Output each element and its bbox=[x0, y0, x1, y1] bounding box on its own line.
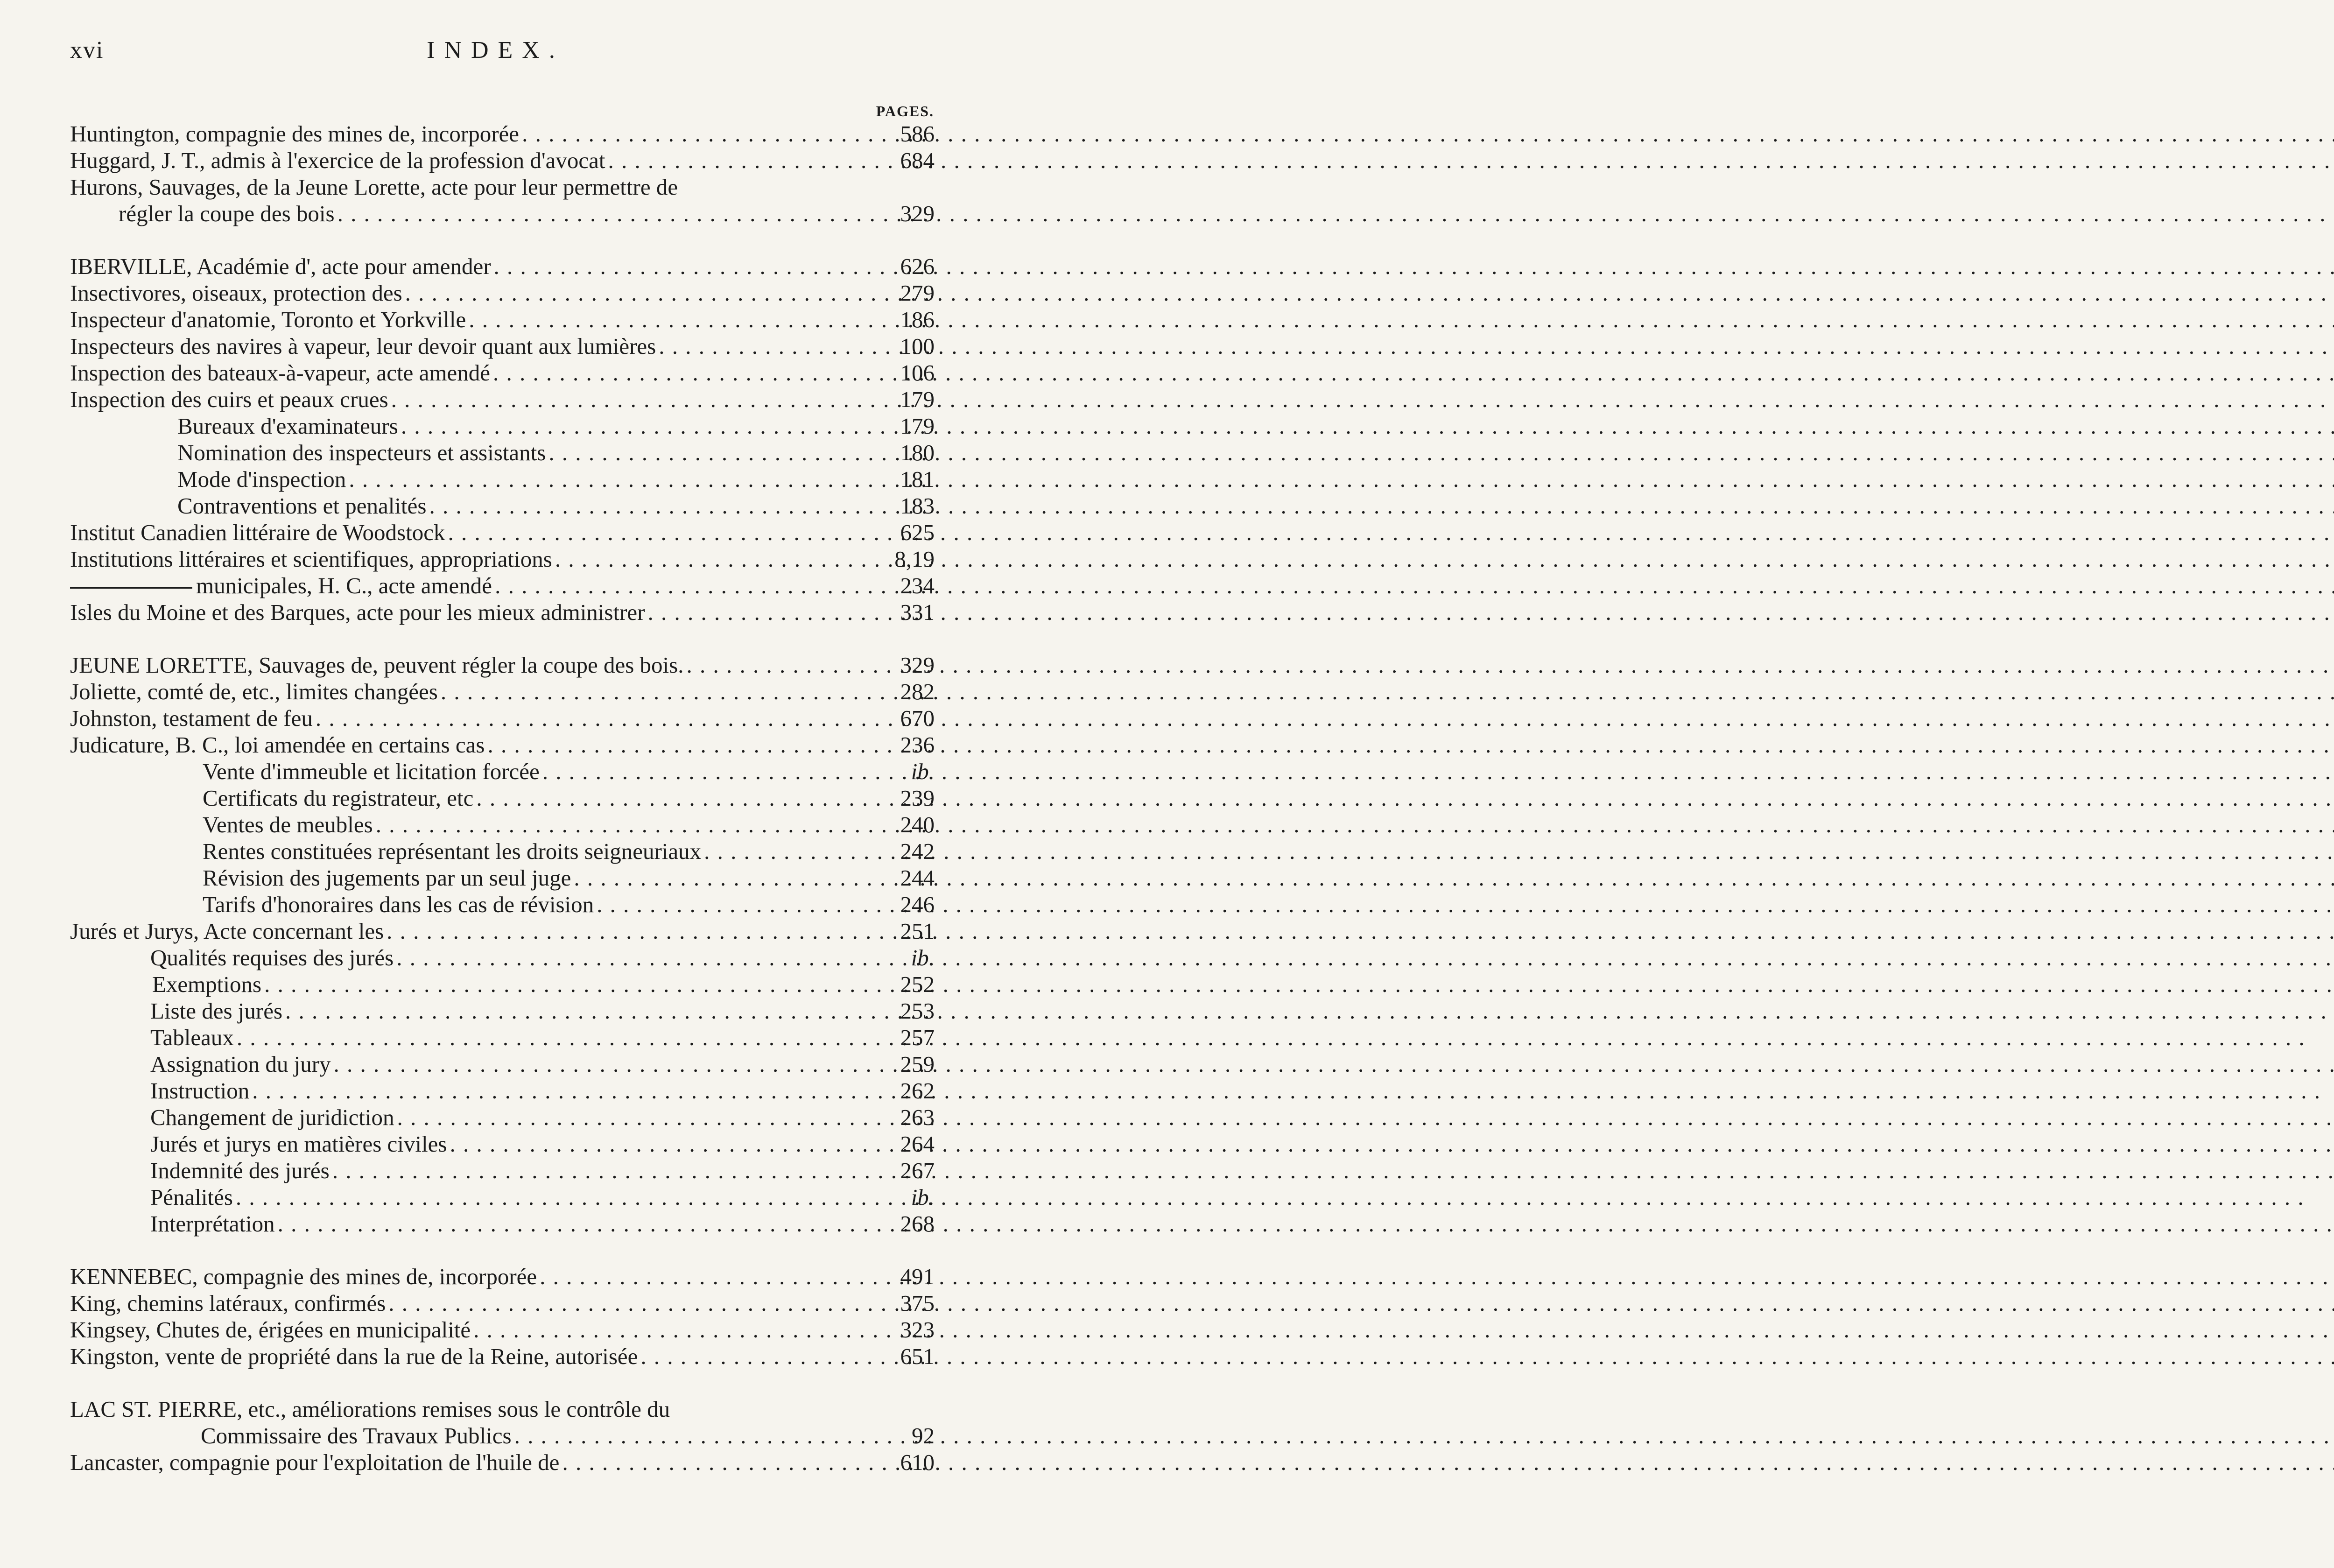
index-entry-ditto bbox=[70, 572, 935, 599]
entry-text: Révision des jugements par un seul juge bbox=[203, 865, 571, 891]
entry-text: Lancaster, compagnie pour l'exploitation de l'huile de bbox=[70, 1449, 560, 1475]
dot-leader bbox=[574, 865, 872, 891]
entry-text: Kingsey, Chutes de, érigées en municipalité bbox=[70, 1317, 471, 1343]
entry-text: Inspecteurs des navires à vapeur, leur devoir quant aux lumières bbox=[70, 333, 656, 359]
dot-leader bbox=[450, 1131, 872, 1157]
entry-text: Huntington, compagnie des mines de, incorporée bbox=[70, 121, 520, 147]
entry-page: 625 bbox=[900, 520, 935, 545]
entry-page: 263 bbox=[900, 1104, 935, 1130]
dot-leader bbox=[401, 413, 872, 439]
index-entry bbox=[70, 386, 935, 413]
index-entry bbox=[70, 253, 935, 280]
entry-page: 180 bbox=[900, 440, 935, 465]
index-subentry bbox=[70, 1184, 935, 1210]
entry-text: Hurons, Sauvages, de la Jeune Lorette, acte pour leur permettre de bbox=[70, 174, 678, 200]
entry-page: 610 bbox=[900, 1449, 935, 1475]
entry-text: Pénalités bbox=[150, 1184, 233, 1210]
index-entry bbox=[70, 120, 935, 147]
dot-leader bbox=[704, 838, 872, 865]
index-subentry bbox=[70, 971, 935, 998]
index-subentry bbox=[70, 785, 935, 811]
entry-text: Johnston, testament de feu bbox=[70, 705, 313, 731]
entry-text: Bureaux d'examinateurs bbox=[177, 413, 398, 439]
entry-page: 179 bbox=[900, 387, 935, 412]
index-entry bbox=[70, 1343, 935, 1370]
entry-text: Contraventions et penalités bbox=[177, 493, 427, 519]
dot-leader bbox=[337, 200, 872, 227]
index-entry bbox=[70, 147, 935, 174]
entry-text: Commissaire des Travaux Publics bbox=[201, 1423, 512, 1448]
index-subentry bbox=[70, 811, 935, 838]
entry-text: Joliette, comté de, etc., limites changées bbox=[70, 679, 438, 704]
entry-text: Isles du Moine et des Barques, acte pour les mieux administrer bbox=[70, 599, 645, 625]
pages-column-label: PAGES. bbox=[876, 103, 934, 120]
index-entry bbox=[70, 1263, 935, 1290]
entry-text-continued: municipales, H. C., acte amendé bbox=[196, 573, 492, 598]
entry-page: 323 bbox=[900, 1317, 935, 1343]
entry-text: Changement de juridiction bbox=[150, 1104, 394, 1130]
index-section-l bbox=[70, 1396, 935, 1476]
dot-leader bbox=[396, 944, 872, 971]
index-entry bbox=[70, 333, 935, 359]
entry-page: 236 bbox=[900, 732, 935, 758]
index-entry bbox=[70, 280, 935, 306]
dot-leader bbox=[469, 306, 872, 333]
entry-text: Huggard, J. T., admis à l'exercice de la profession d'avocat bbox=[70, 148, 605, 173]
entry-text: Liste des jurés bbox=[150, 998, 283, 1024]
entry-page: 684 bbox=[900, 148, 935, 173]
index-subentry bbox=[70, 838, 935, 865]
entry-page: 586 bbox=[900, 121, 935, 147]
entry-page: ib. bbox=[911, 1184, 935, 1210]
index-subentry bbox=[70, 998, 935, 1024]
index-subentry bbox=[70, 1051, 935, 1077]
entry-text: Instruction bbox=[150, 1078, 250, 1104]
index-subentry bbox=[70, 891, 935, 918]
entry-text: Inspection des bateaux-à-vapeur, acte amendé bbox=[70, 360, 490, 386]
entry-page: 239 bbox=[900, 785, 935, 811]
entry-page: 329 bbox=[900, 652, 935, 678]
index-section-i bbox=[70, 253, 935, 626]
entry-text: Mode d'inspection bbox=[177, 466, 346, 492]
dot-leader bbox=[540, 1263, 872, 1290]
entry-text: Kingston, vente de propriété dans la rue de la Reine, autorisée bbox=[70, 1343, 638, 1369]
entry-text: Tableaux bbox=[150, 1025, 234, 1050]
entry-page: 92 bbox=[912, 1423, 935, 1448]
entry-page: 329 bbox=[900, 201, 935, 226]
entry-page: 626 bbox=[900, 253, 935, 279]
dot-leader bbox=[264, 971, 872, 998]
entry-page: 375 bbox=[900, 1290, 935, 1316]
entry-page: 491 bbox=[900, 1264, 935, 1289]
entry-text: Institutions littéraires et scientifiques, appropriations bbox=[70, 546, 552, 572]
index-entry-continuation bbox=[70, 200, 935, 227]
index-entry bbox=[70, 359, 935, 386]
index-entry bbox=[70, 705, 935, 731]
index-subentry bbox=[70, 944, 935, 971]
dot-leader bbox=[562, 1449, 872, 1476]
dot-leader bbox=[473, 1316, 872, 1343]
page-title: INDEX. bbox=[427, 37, 564, 63]
dot-leader bbox=[397, 1104, 872, 1131]
dot-leader bbox=[493, 359, 872, 386]
index-page bbox=[0, 0, 991, 1568]
entry-text: Nomination des inspecteurs et assistants bbox=[177, 440, 546, 465]
entry-page: 183 bbox=[900, 493, 935, 519]
index-subentry bbox=[70, 1104, 935, 1131]
index-entry-continuation bbox=[70, 1422, 935, 1449]
index-subentry bbox=[70, 439, 935, 466]
index-section-h bbox=[70, 120, 935, 227]
entry-text: Certificats du registrateur, etc bbox=[203, 785, 474, 811]
entry-text: Ventes de meubles bbox=[203, 812, 373, 837]
dot-leader bbox=[597, 891, 872, 918]
entry-text: KENNEBEC, compagnie des mines de, incorporée bbox=[70, 1264, 537, 1289]
entry-page: 252 bbox=[900, 971, 935, 997]
index-entry bbox=[70, 1396, 935, 1422]
index-entry bbox=[70, 1290, 935, 1316]
dot-leader bbox=[487, 731, 872, 758]
entry-text: Jurés et jurys en matières civiles bbox=[150, 1131, 447, 1157]
entry-page: 244 bbox=[900, 865, 935, 891]
entry-text: Indemnité des jurés bbox=[150, 1158, 330, 1183]
ditto-dash bbox=[70, 587, 192, 589]
entry-page: 246 bbox=[900, 892, 935, 917]
entry-text: Insectivores, oiseaux, protection des bbox=[70, 280, 402, 306]
entry-page: 234 bbox=[900, 573, 935, 598]
entry-page: 259 bbox=[900, 1051, 935, 1077]
index-subentry bbox=[70, 1131, 935, 1157]
dot-leader bbox=[334, 1051, 872, 1077]
entry-text: Inspecteur d'anatomie, Toronto et Yorkville bbox=[70, 307, 466, 332]
entry-text: Interprétation bbox=[150, 1211, 275, 1237]
dot-leader bbox=[476, 785, 872, 811]
dot-leader bbox=[608, 147, 872, 174]
index-subentry bbox=[70, 1210, 935, 1237]
dot-leader bbox=[514, 1422, 872, 1449]
entry-page: ib. bbox=[911, 945, 935, 970]
entry-page: 251 bbox=[900, 918, 935, 944]
index-subentry bbox=[70, 1024, 935, 1051]
index-entry bbox=[70, 546, 935, 572]
entry-text: Rentes constituées représentant les droits seigneuriaux bbox=[203, 838, 702, 864]
dot-leader bbox=[522, 120, 872, 147]
dot-leader bbox=[252, 1077, 872, 1104]
index-entry bbox=[70, 1316, 935, 1343]
dot-leader bbox=[236, 1184, 872, 1210]
entry-text: Inspection des cuirs et peaux crues bbox=[70, 387, 388, 412]
dot-leader bbox=[659, 333, 872, 359]
entry-page: 8,19 bbox=[894, 546, 935, 572]
entry-page: 262 bbox=[900, 1078, 935, 1104]
entry-page: 240 bbox=[900, 812, 935, 837]
entry-page: 267 bbox=[900, 1158, 935, 1183]
index-entry bbox=[70, 731, 935, 758]
dot-leader bbox=[285, 998, 872, 1024]
dot-leader bbox=[686, 652, 872, 678]
dot-leader bbox=[542, 758, 872, 785]
page-header bbox=[70, 36, 921, 74]
entry-text bbox=[70, 572, 492, 599]
dot-leader bbox=[278, 1210, 872, 1237]
dot-leader bbox=[555, 546, 872, 572]
entry-text: Tarifs d'honoraires dans les cas de révision bbox=[203, 892, 594, 917]
dot-leader bbox=[448, 519, 872, 546]
entry-page: 264 bbox=[900, 1131, 935, 1157]
entry-text: régler la coupe des bois bbox=[119, 201, 335, 226]
index-subentry bbox=[70, 466, 935, 492]
index-subentry bbox=[70, 865, 935, 891]
entry-page: 106 bbox=[900, 360, 935, 386]
index-subentry bbox=[70, 1077, 935, 1104]
index-subentry bbox=[70, 492, 935, 519]
dot-leader bbox=[387, 918, 872, 944]
entry-page: 279 bbox=[900, 280, 935, 306]
page-number: xvi bbox=[70, 37, 104, 63]
index-section-j bbox=[70, 652, 935, 1237]
index-entry bbox=[70, 652, 935, 678]
dot-leader bbox=[640, 1343, 872, 1370]
dot-leader bbox=[388, 1290, 872, 1316]
entry-page: 670 bbox=[900, 705, 935, 731]
dot-leader bbox=[548, 439, 872, 466]
dot-leader bbox=[237, 1024, 872, 1051]
entry-page: 181 bbox=[900, 466, 935, 492]
entry-text: Vente d'immeuble et licitation forcée bbox=[203, 759, 540, 784]
index-entry bbox=[70, 599, 935, 626]
entry-page: 268 bbox=[900, 1211, 935, 1237]
index-entry bbox=[70, 918, 935, 944]
entry-text: Assignation du jury bbox=[150, 1051, 331, 1077]
entry-page: 331 bbox=[900, 599, 935, 625]
index-entry bbox=[70, 1449, 935, 1476]
entry-text: IBERVILLE, Académie d', acte pour amender bbox=[70, 253, 491, 279]
dot-leader bbox=[494, 253, 872, 280]
entry-text: Institut Canadien littéraire de Woodstock bbox=[70, 520, 445, 545]
entry-text: Qualités requises des jurés bbox=[150, 945, 394, 970]
entry-page: 242 bbox=[900, 838, 935, 864]
entry-text: Exemptions bbox=[152, 971, 262, 997]
entry-text: LAC ST. PIERRE, etc., améliorations remises sous le contrôle du bbox=[70, 1396, 670, 1422]
index-subentry bbox=[70, 758, 935, 785]
entry-page: 179 bbox=[900, 413, 935, 439]
index-list bbox=[70, 120, 935, 1502]
entry-page: 186 bbox=[900, 307, 935, 332]
index-entry bbox=[70, 678, 935, 705]
dot-leader bbox=[647, 599, 872, 626]
entry-text: Judicature, B. C., loi amendée en certains cas bbox=[70, 732, 485, 758]
dot-leader bbox=[332, 1157, 872, 1184]
dot-leader bbox=[495, 572, 872, 599]
entry-page: 253 bbox=[900, 998, 935, 1024]
dot-leader bbox=[376, 811, 872, 838]
dot-leader bbox=[429, 492, 872, 519]
dot-leader bbox=[391, 386, 872, 413]
entry-page: 282 bbox=[900, 679, 935, 704]
entry-page: ib. bbox=[911, 759, 935, 784]
entry-page: 257 bbox=[900, 1025, 935, 1050]
index-section-k bbox=[70, 1263, 935, 1370]
dot-leader bbox=[349, 466, 872, 492]
entry-page: 651 bbox=[900, 1343, 935, 1369]
entry-page: 100 bbox=[900, 333, 935, 359]
dot-leader bbox=[316, 705, 872, 731]
entry-text: JEUNE LORETTE, Sauvages de, peuvent régler la coupe des bois. bbox=[70, 652, 684, 678]
index-entry bbox=[70, 519, 935, 546]
index-subentry bbox=[70, 1157, 935, 1184]
index-entry bbox=[70, 306, 935, 333]
index-subentry bbox=[70, 413, 935, 439]
entry-text: Jurés et Jurys, Acte concernant les bbox=[70, 918, 384, 944]
dot-leader bbox=[405, 280, 872, 306]
index-entry bbox=[70, 174, 935, 200]
dot-leader bbox=[441, 678, 872, 705]
entry-text: King, chemins latéraux, confirmés bbox=[70, 1290, 386, 1316]
